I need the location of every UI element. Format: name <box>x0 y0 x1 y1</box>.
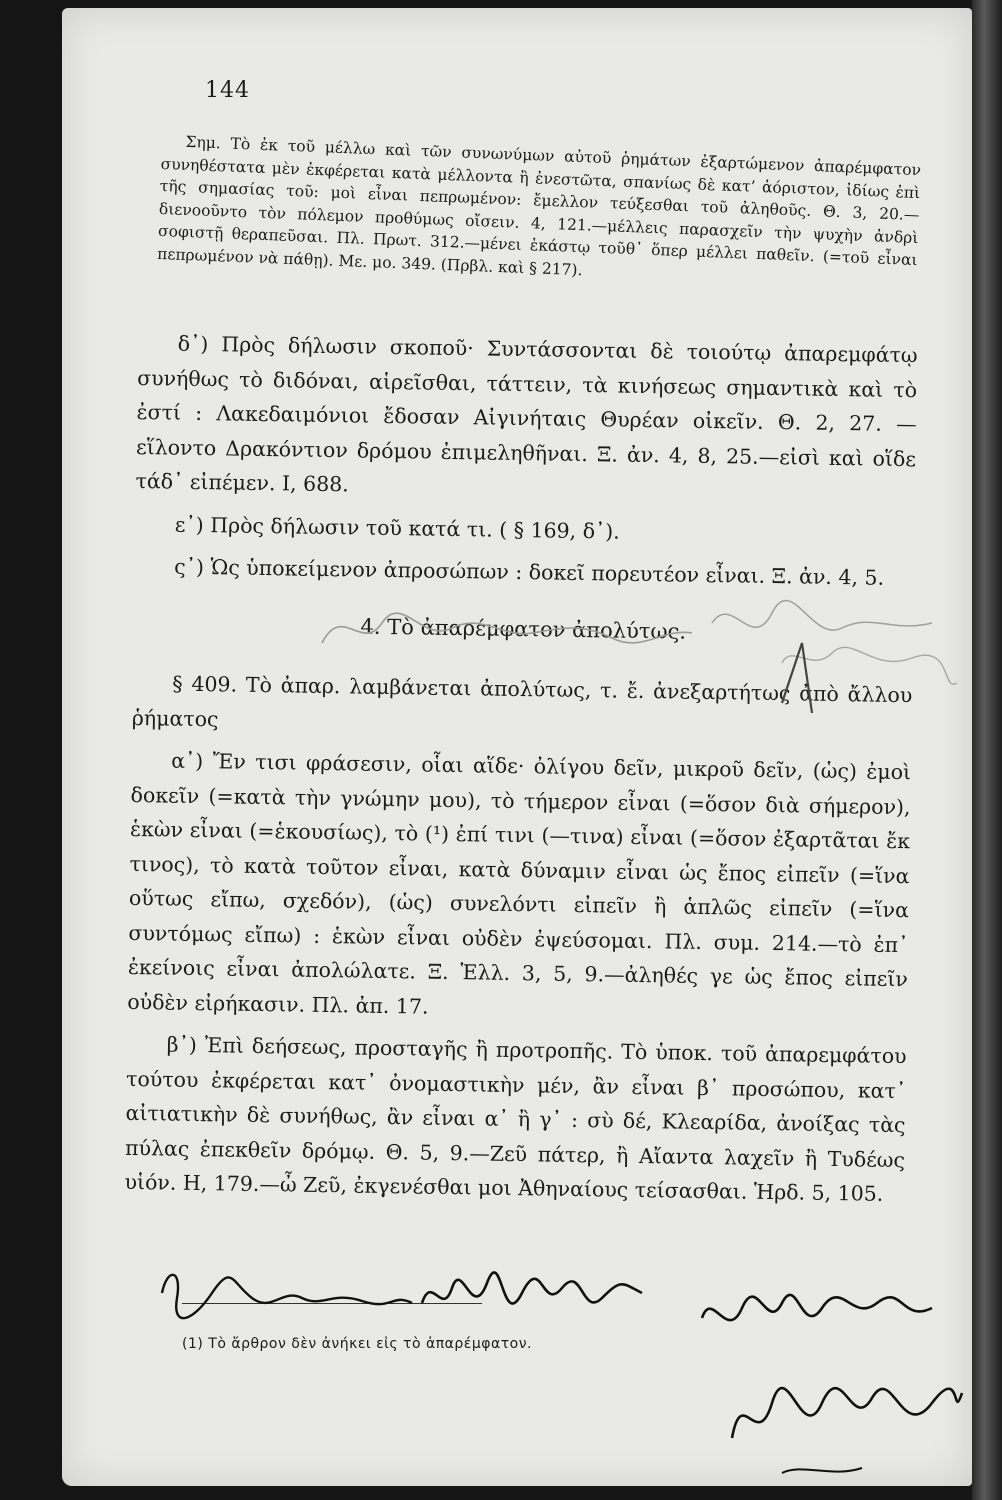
book-page <box>62 8 972 1486</box>
handwritten-signature-icon <box>142 1263 972 1486</box>
section-heading: 4. Τὸ ἀπαρέμφατον ἀπολύτως. <box>360 614 687 644</box>
paragraph-beta: β᾿) Ἐπὶ δεήσεως, προσταγῆς ἢ προτροπῆς. Τὸ ὑποκ. τοῦ ἀπαρεμφάτου τούτου ἐκφέρεται κατ᾿ ὀνομαστικὴν μέν, ἂν εἶναι β᾿ προσώπου, κατ᾿ αἰτιατικὴν δὲ συνήθως, ἂν εἶναι α᾿ ἢ γ᾿ : σὺ δέ, Κλεαρίδα, ἀνοίξας τὰς πύλας ἐπεκθεῖν δρόμῳ. Θ. 5, 9.—Ζεῦ πάτερ, ἢ Αἴαντα λαχεῖν ἢ Τυδέως υἱόν. Η, 179.—ὦ Ζεῦ, ἐκγενέσθαι μοι Ἀθηναίους τείσασθαι. Ἡρδ. 5, 105. <box>124 1032 907 1206</box>
page-number: 144 <box>205 78 250 103</box>
footnote: (1) Τὸ ἄρθρον δὲν ἀνήκει εἰς τὸ ἀπαρέμφατον. <box>182 1336 532 1352</box>
paragraph-delta: δ᾿) Πρὸς δήλωσιν σκοποῦ· Συντάσσονται δὲ τοιούτῳ ἀπαρεμφάτῳ συνήθως τὸ διδόναι, αἱρεῖσθαι, τάττειν, τὰ κινήσεως σημαντικὰ καὶ τὸ ἐστί : Λακεδαιμόνιοι ἔδοσαν Αἰγινήταις Θυρέαν οἰκεῖν. Θ. 2, 27. —εἵλοντο Δρακόντιον δρόμου ἐπιμεληθῆναι. Ξ. ἀν. 4, 8, 25.—εἰσὶ καὶ οἵδε τάδ᾿ εἰπέμεν. I, 688. <box>135 331 918 497</box>
book-spine <box>972 0 1002 1500</box>
paragraph-stigma: ς᾿) Ὡς ὑποκείμενον ἀπροσώπων : δοκεῖ πορευτέον εἶναι. Ξ. ἀν. 4, 5. <box>174 554 885 590</box>
paragraph-409: § 409. Τὸ ἀπαρ. λαμβάνεται ἀπολύτως, τ. ἔ. ἀνεξαρτήτως ἀπὸ ἄλλου ῥήματος <box>131 671 913 731</box>
main-text <box>124 326 918 1212</box>
note-paragraph: Σημ. Τὸ ἐκ τοῦ μέλλω καὶ τῶν συνωνύμων αὐτοῦ ῥημάτων ἐξαρτώμενον ἀπαρέμφατον συνηθέστατα μὲν ἐκφέρεται κατὰ μέλλοντα ἢ ἐνεστῶτα, σπανίως δὲ κατ’ ἀόριστον, ἰδίως ἐπὶ τῆς σημασίας τοῦ: μοὶ εἶναι πεπρωμένον: ἔμελλον τεύξεσθαι τοῦ ἀληθοῦς. Θ. 3, 20.—διενοοῦντο τὸν πόλεμον προθύμως οἴσειν. 4, 121.—μέλλεις παρασχεῖν τὴν ψυχὴν ἀνδρὶ σοφιστῇ θεραπεῦσαι. Πλ. Πρωτ. 312.—μένει ἑκάστῳ τοῦθ᾿ ὅπερ μέλλει παθεῖν. (=τοῦ εἶναι πεπρωμένον νὰ πάθῃ). Με. μο. 349. (Πρβλ. καὶ § 217). <box>156 132 922 279</box>
paragraph-epsilon: ε᾿) Πρὸς δήλωσιν τοῦ κατά τι. ( § 169, δ᾿). <box>174 512 621 544</box>
note-block <box>157 130 922 294</box>
paragraph-alpha: α᾿) Ἔν τισι φράσεσιν, οἷαι αἵδε· ὀλίγου δεῖν, μικροῦ δεῖν, (ὡς) ἐμοὶ δοκεῖν (=κατὰ τὴν γνώμην μου), τὸ τήμερον εἶναι (=ὅσον διὰ σήμερον), ἑκὼν εἶναι (=ἑκουσίως), τὸ (¹) ἐπί τινι (—τινα) εἶναι (=ὅσον ἐξαρτᾶται ἔκ τινος), τὸ κατὰ τοῦτον εἶναι, κατὰ δύναμιν εἶναι ὡς ἔπος εἰπεῖν (=ἵνα οὕτως εἴπω, σχεδόν), (ὡς) συνελόντι εἰπεῖν ἢ ἁπλῶς εἰπεῖν (=ἵνα συντόμως εἴπω) : ἑκὼν εἶναι οὐδὲν ἐψεύσομαι. Πλ. συμ. 214.—τὸ ἐπ᾿ ἐκείνοις εἶναι ἀπολώλατε. Ξ. Ἑλλ. 3, 5, 9.—ἀληθές γε ὡς ἔπος εἰπεῖν οὐδὲν εἰρήκασιν. Πλ. ἀπ. 17. <box>127 748 912 1019</box>
footnote-rule <box>182 1303 482 1304</box>
